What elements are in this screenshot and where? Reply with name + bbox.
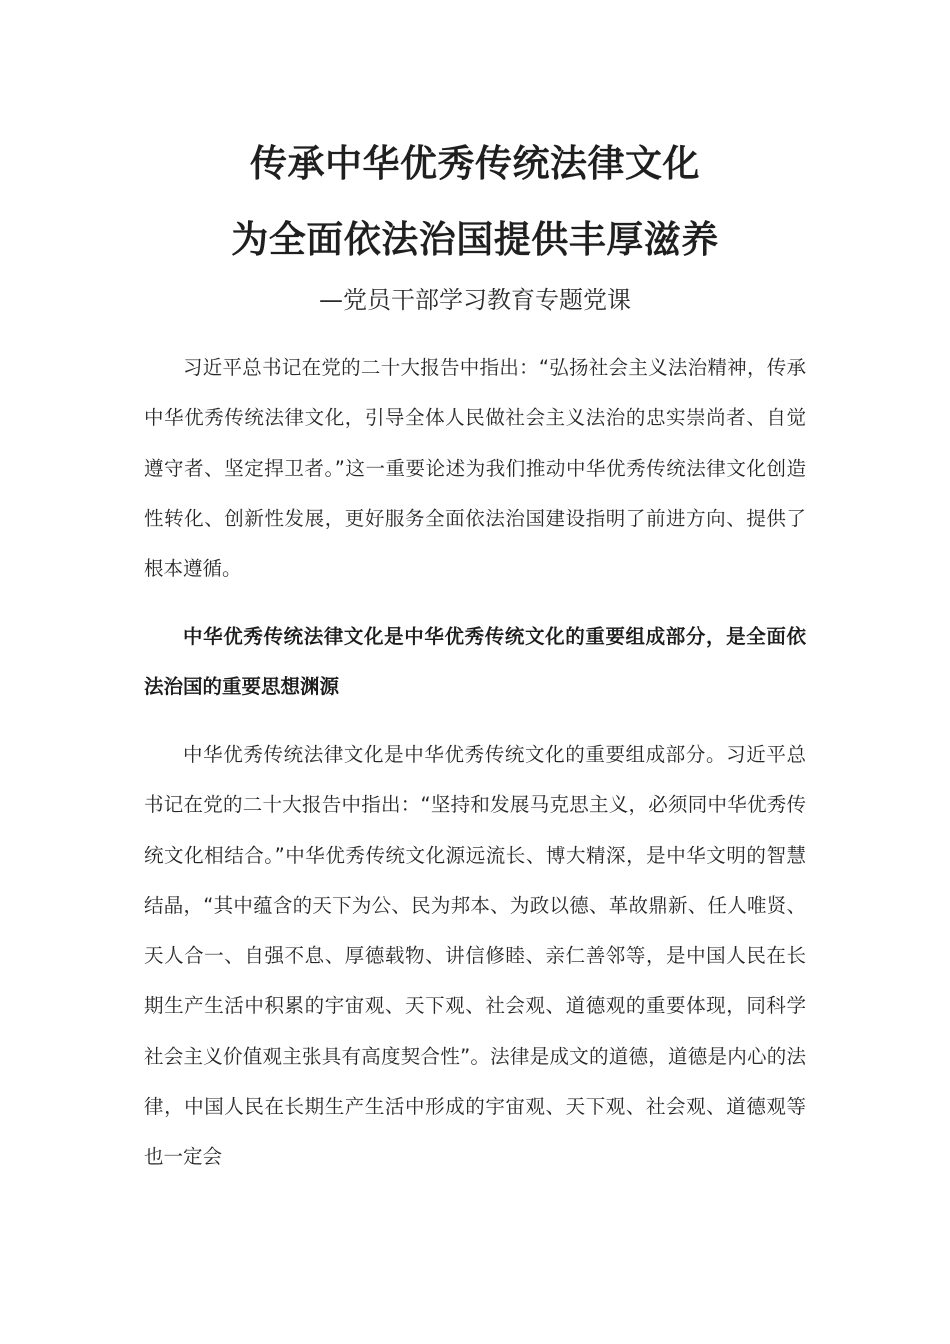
section-heading: 中华优秀传统法律文化是中华优秀传统文化的重要组成部分，是全面依法治国的重要思想渊源 (144, 625, 806, 699)
body-paragraph-intro: 习近平总书记在党的二十大报告中指出：“弘扬社会主义法治精神，传承中华优秀传统法律文化，引导全体人民做社会主义法治的忠实崇尚者、自觉遵守者、坚定捍卫者。”这一重要论述为我们推动中华优秀传统法律文化创造性转化、创新性发展，更好服务全面依法治国建设指明了前进方向、提供了根本遵循。 (144, 356, 806, 581)
subtitle: —党员干部学习教育专题党课 (319, 286, 631, 314)
title-line-1: 传承中华优秀传统法律文化 (250, 142, 700, 185)
body-paragraph-section-1: 中华优秀传统法律文化是中华优秀传统文化的重要组成部分。习近平总书记在党的二十大报告中指出：“坚持和发展马克思主义，必须同中华优秀传统文化相结合。”中华优秀传统文化源远流长、博大精深，是中华文明的智慧结晶，“其中蕴含的天下为公、民为邦本、为政以德、革故鼎新、任人唯贤、天人合一、自强不息、厚德载物、讲信修睦、亲仁善邻等，是中国人民在长期生产生活中积累的宇宙观、天下观、社会观、道德观的重要体现，同科学社会主义价值观主张具有高度契合性”。法律是成文的道德，道德是内心的法律，中国人民在长期生产生活中形成的宇宙观、天下观、社会观、道德观等也一定会 (144, 743, 806, 1169)
title-line-2: 为全面依法治国提供丰厚滋养 (231, 218, 719, 261)
